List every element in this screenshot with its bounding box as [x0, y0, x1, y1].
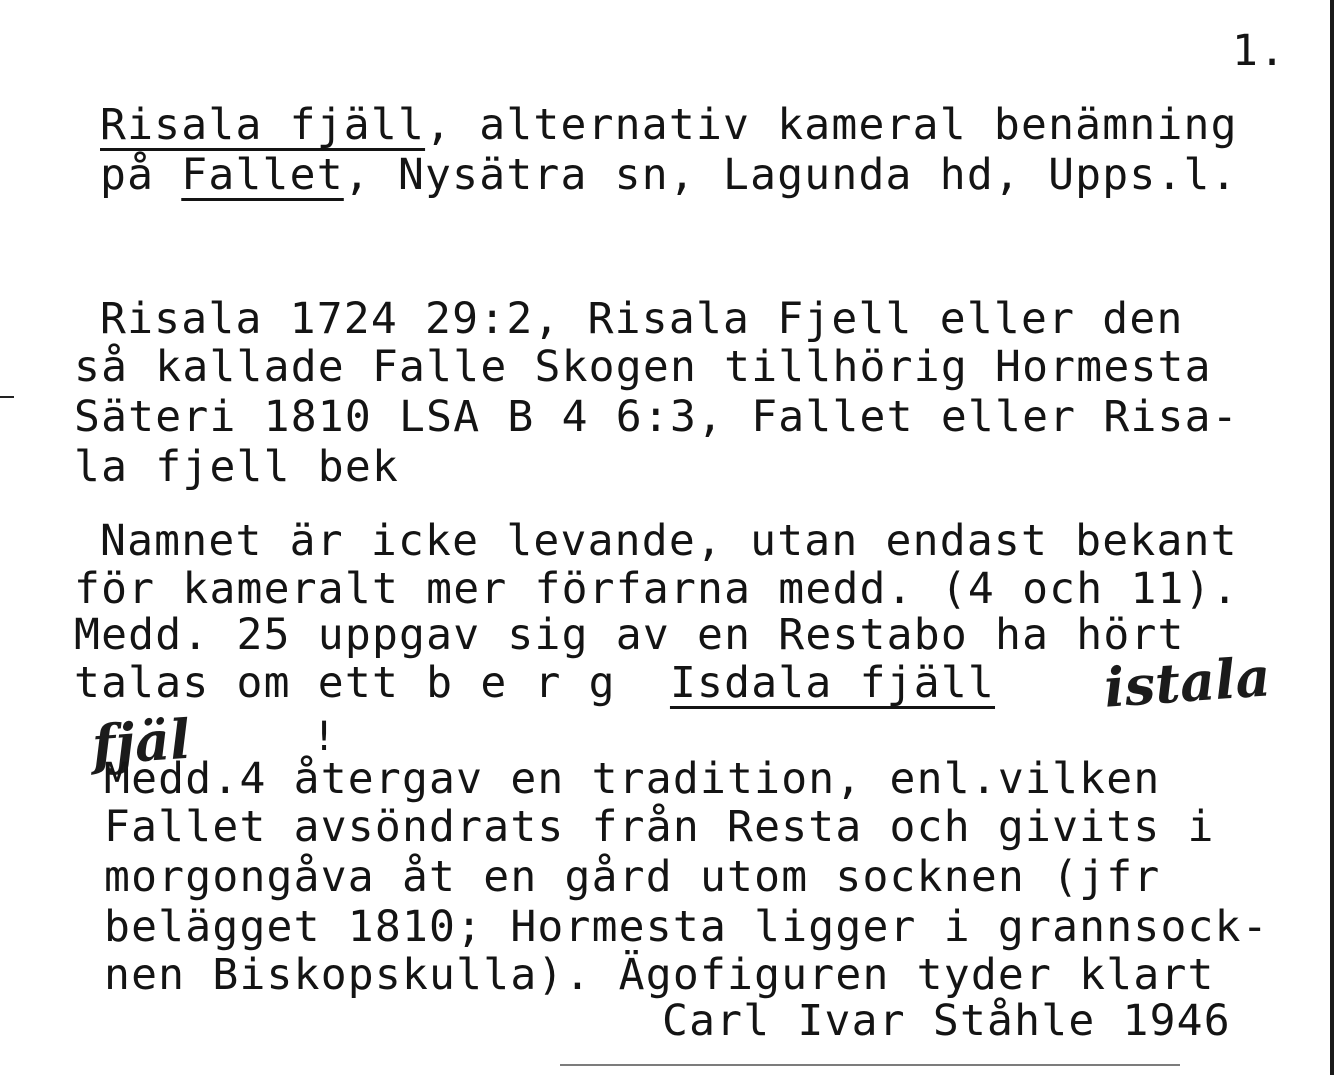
handwritten-istala: istala [1101, 644, 1273, 720]
heading-line-1 [100, 102, 1238, 148]
informants-line-4-prefix: talas om ett b e r g [74, 658, 670, 708]
card-edge-bottom [560, 1064, 1180, 1066]
heading-line-2 [100, 152, 1238, 198]
evidence-line-2: så kallade Falle Skogen tillhörig Hormesta [74, 342, 1212, 392]
informants-line-4 [74, 660, 995, 706]
informants-line-3: Medd. 25 uppgav sig av en Restabo ha hört [74, 610, 1185, 660]
place-name-risala-fjall: Risala fjäll [100, 100, 426, 150]
signature: Carl Ivar Ståhle 1946 [662, 996, 1231, 1046]
informants-line-2: för kameralt mer förfarna medd. (4 och 11). [74, 564, 1239, 614]
evidence-line-1: Risala 1724 29:2, Risala Fjell eller den [100, 294, 1184, 344]
tradition-line-1: Medd.4 återgav en tradition, enl.vilken [104, 754, 1161, 804]
exclamation-mark: ! [312, 714, 337, 760]
handwritten-fjal: fjäl [89, 706, 193, 778]
margin-tick-mark [0, 396, 14, 398]
informants-line-1: Namnet är icke levande, utan endast bekant [100, 516, 1238, 566]
place-name-isdala-fjall: Isdala fjäll [669, 658, 996, 708]
tradition-line-4: belägget 1810; Hormesta ligger i grannsock- [104, 902, 1269, 952]
card-edge-right [1330, 0, 1334, 1075]
heading-line-1-rest: , alternativ kameral benämning [425, 100, 1238, 150]
heading-line-2-prefix: på [100, 150, 182, 200]
evidence-line-4: la fjell bek [74, 442, 400, 492]
heading-line-2-rest: , Nysätra sn, Lagunda hd, Upps.l. [343, 150, 1238, 200]
tradition-line-3: morgongåva åt en gård utom socknen (jfr [104, 852, 1161, 902]
place-name-fallet: Fallet [181, 150, 344, 200]
page-number: 1. [1232, 26, 1287, 76]
evidence-line-3: Säteri 1810 LSA B 4 6:3, Fallet eller Risa- [74, 392, 1239, 442]
tradition-line-2: Fallet avsöndrats från Resta och givits i [104, 802, 1215, 852]
tradition-line-5: nen Biskopskulla). Ägofiguren tyder klart [104, 950, 1215, 1000]
